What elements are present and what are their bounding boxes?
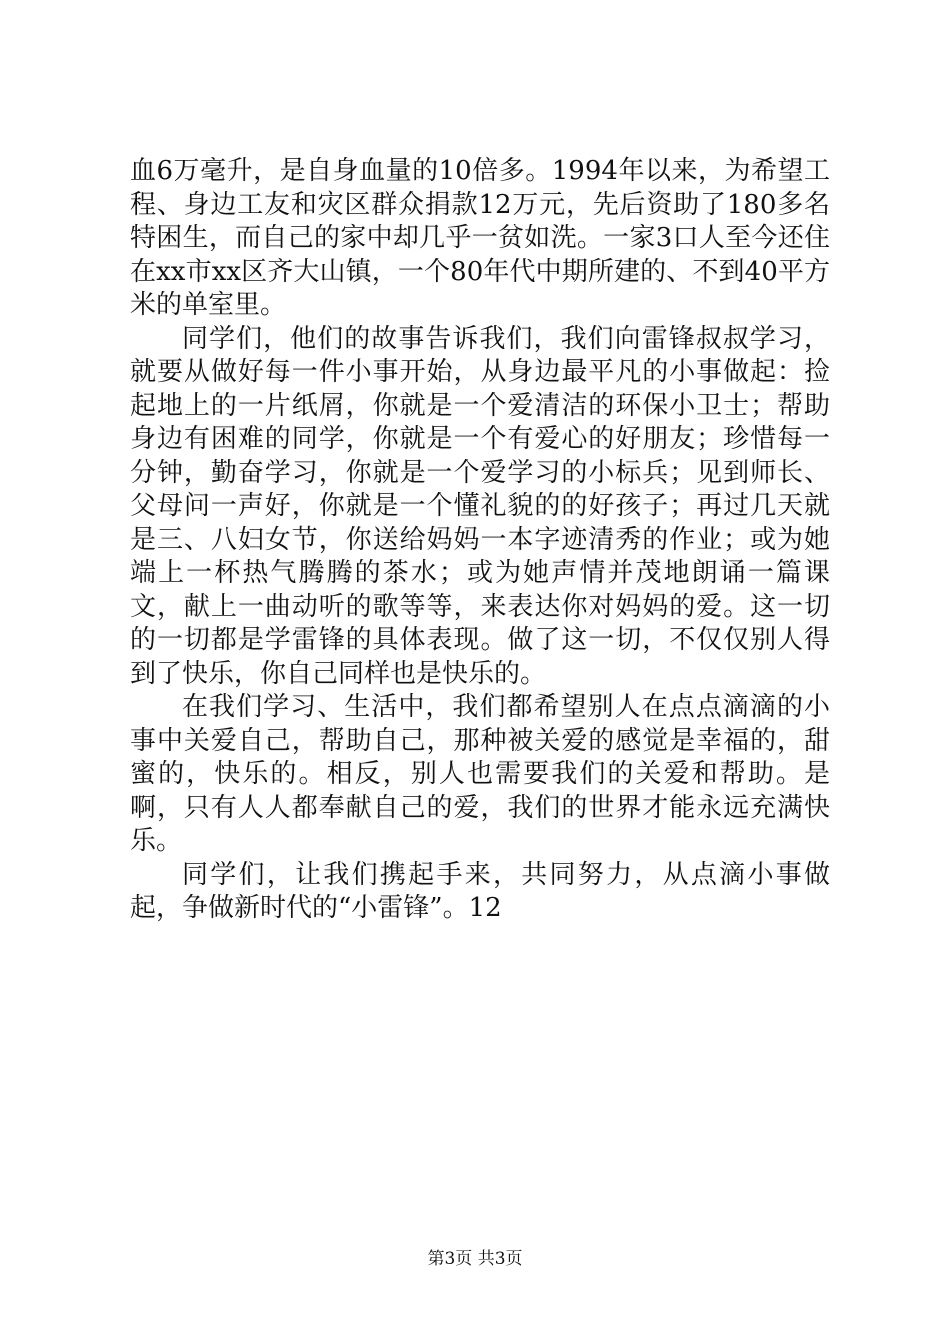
paragraph-closing: 同学们，让我们携起手来，共同努力，从点滴小事做起，争做新时代的“小雷锋”。12 <box>130 859 830 923</box>
page-footer: 第3页 共3页 <box>427 1249 523 1269</box>
document-body <box>130 155 830 926</box>
paragraph-continuation: 血6万毫升，是自身血量的10倍多。1994年以来，为希望工程、身边工友和灾区群众捐款12万元，先后资助了180多名特困生，而自己的家中却几乎一贫如洗。一家3口人至今还住在xx市xx区齐大山镇，一个80年代中期所建的、不到40平方米的单室里。 <box>130 156 830 320</box>
paragraph-learn-from-leifeng: 同学们，他们的故事告诉我们，我们向雷锋叔叔学习，就要从做好每一件小事开始，从身边最平凡的小事做起：捡起地上的一片纸屑，你就是一个爱清洁的环保小卫士；帮助身边有困难的同学，你就是一个有爱心的好朋友；珍惜每一分钟，勤奋学习，你就是一个爱学习的小标兵；见到师长、父母问一声好，你就是一个懂礼貌的的好孩子；再过几天就是三、八妇女节，你送给妈妈一本字迹清秀的作业；或为她端上一杯热气腾腾的茶水；或为她声情并茂地朗诵一篇课文，献上一曲动听的歌等等，来表达你对妈妈的爱。这一切的一切都是学雷锋的具体表现。做了这一切，不仅仅别人得到了快乐，你自己同样也是快乐的。 <box>130 323 830 689</box>
paragraph-care-and-help: 在我们学习、生活中，我们都希望别人在点点滴滴的小事中关爱自己，帮助自己，那种被关爱的感觉是幸福的，甜蜜的，快乐的。相反，别人也需要我们的关爱和帮助。是啊，只有人人都奉献自己的爱，我们的世界才能永远充满快乐。 <box>130 692 830 856</box>
